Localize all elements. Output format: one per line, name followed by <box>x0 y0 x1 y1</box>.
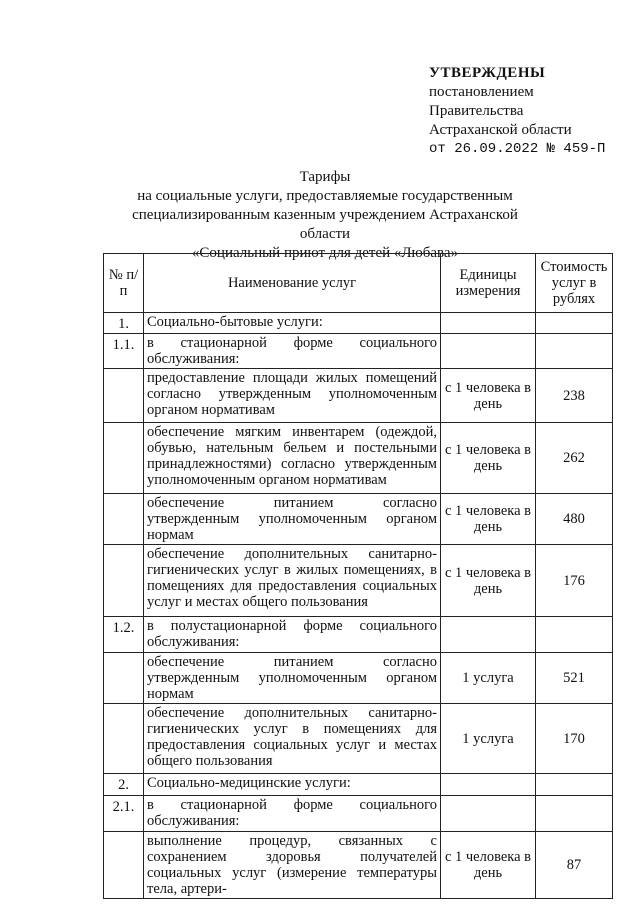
row-unit: с 1 человека в день <box>441 494 536 545</box>
row-unit: с 1 человека в день <box>441 423 536 494</box>
header-number: № п/п <box>104 254 144 313</box>
row-service-name: в полустационарной форме социального обслуживания: <box>144 617 441 653</box>
table-row <box>104 334 613 369</box>
row-unit <box>441 334 536 369</box>
row-number: 2.1. <box>104 796 144 832</box>
approval-line-2: Правительства <box>429 103 524 119</box>
row-number: 1.1. <box>104 334 144 369</box>
row-service-name: в стационарной форме социального обслуживания: <box>144 796 441 832</box>
row-cost <box>536 617 613 653</box>
row-service-name: Социально-медицинские услуги: <box>144 774 441 796</box>
row-unit: с 1 человека в день <box>441 832 536 899</box>
row-number <box>104 704 144 774</box>
row-cost: 170 <box>536 704 613 774</box>
row-service-name: обеспечение дополнительных санитарно-гигиенических услуг в помещениях для предоставления социальных услуг и местах общего пользования <box>144 704 441 774</box>
row-service-name: Социально-бытовые услуги: <box>144 313 441 334</box>
row-service-name: обеспечение дополнительных санитарно-гигиенических услуг в жилых помещениях, в помещениях для предоставления социальных услуг и местах общего пользования <box>144 545 441 617</box>
row-number: 1. <box>104 313 144 334</box>
row-unit: с 1 человека в день <box>441 545 536 617</box>
tariff-table <box>103 253 613 899</box>
row-cost: 480 <box>536 494 613 545</box>
row-unit: с 1 человека в день <box>441 369 536 423</box>
row-cost: 238 <box>536 369 613 423</box>
row-cost: 87 <box>536 832 613 899</box>
row-number <box>104 369 144 423</box>
document-title <box>110 168 540 263</box>
approval-date-number: от 26.09.2022 № 459-П <box>429 141 606 157</box>
table-row <box>104 704 613 774</box>
row-cost: 521 <box>536 653 613 704</box>
table-row <box>104 494 613 545</box>
row-unit <box>441 796 536 832</box>
row-cost: 176 <box>536 545 613 617</box>
title-line-2: на социальные услуги, предоставляемые государственным <box>137 188 513 204</box>
row-unit: 1 услуга <box>441 704 536 774</box>
row-cost: 262 <box>536 423 613 494</box>
row-unit: 1 услуга <box>441 653 536 704</box>
row-cost <box>536 334 613 369</box>
row-unit <box>441 313 536 334</box>
row-service-name: выполнение процедур, связанных с сохранением здоровья получателей социальных услуг (измерение температуры тела, артери- <box>144 832 441 899</box>
title-line-1: Тарифы <box>299 169 351 185</box>
row-unit <box>441 774 536 796</box>
row-service-name: обеспечение питанием согласно утвержденным уполномоченным органом нормам <box>144 653 441 704</box>
header-cost: Стоимость услуг в рублях <box>536 254 613 313</box>
table-row <box>104 545 613 617</box>
table-row <box>104 423 613 494</box>
row-service-name: предоставление площади жилых помещений согласно утвержденным уполномоченным органом нормативам <box>144 369 441 423</box>
title-line-4: «Социальный приют для детей «Любава» <box>191 245 459 261</box>
row-number <box>104 494 144 545</box>
row-number: 2. <box>104 774 144 796</box>
approval-line-1: постановлением <box>429 84 534 100</box>
table-row <box>104 653 613 704</box>
row-number <box>104 832 144 899</box>
title-line-3: специализированным казенным учреждением Астраханской области <box>132 207 518 242</box>
row-service-name: в стационарной форме социального обслуживания: <box>144 334 441 369</box>
approval-line-3: Астраханской области <box>429 122 572 138</box>
row-number <box>104 545 144 617</box>
row-number: 1.2. <box>104 617 144 653</box>
table-row <box>104 313 613 334</box>
row-number <box>104 423 144 494</box>
row-service-name: обеспечение мягким инвентарем (одеждой, обувью, нательным бельем и постельными принадлежностями) согласно утвержденным уполномоченным органом нормативам <box>144 423 441 494</box>
row-cost <box>536 796 613 832</box>
row-number <box>104 653 144 704</box>
table-row <box>104 796 613 832</box>
header-unit: Единицы измерения <box>441 254 536 313</box>
row-cost <box>536 774 613 796</box>
table-row <box>104 369 613 423</box>
table-header-row <box>104 254 613 313</box>
row-cost <box>536 313 613 334</box>
row-service-name: обеспечение питанием согласно утвержденным уполномоченным органом нормам <box>144 494 441 545</box>
table-row <box>104 774 613 796</box>
table-row <box>104 617 613 653</box>
row-unit <box>441 617 536 653</box>
table-row <box>104 832 613 899</box>
approval-block <box>429 64 629 159</box>
approval-heading: УТВЕРЖДЕНЫ <box>429 65 546 81</box>
header-service-name: Наименование услуг <box>144 254 441 313</box>
